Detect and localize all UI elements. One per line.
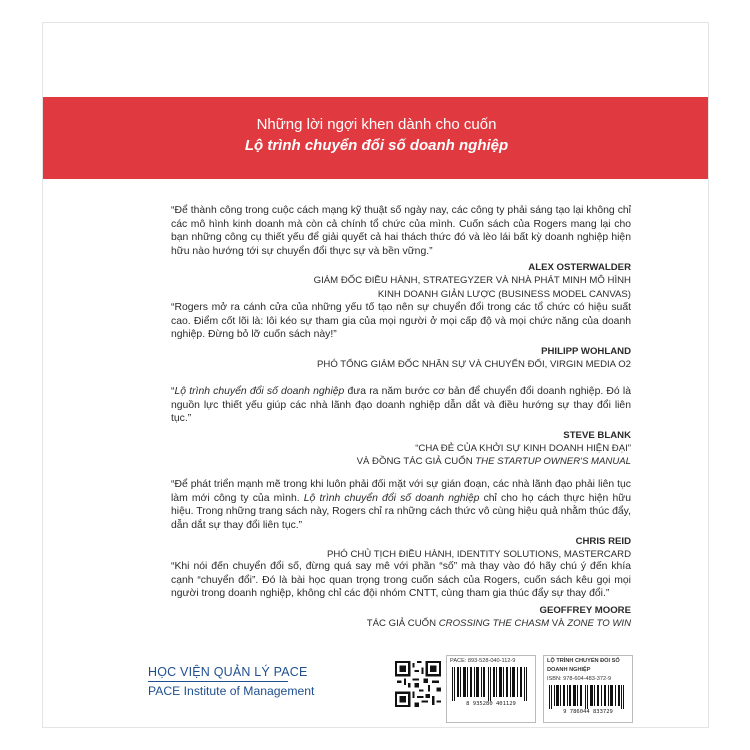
praise-banner <box>43 97 709 179</box>
quote-5-text: “Khi nói đến chuyển đổi số, đừng quá say mê với phần “số” mà thay vào đó hãy chú ý đến khía cạnh “chuyển đổi”. Đó là bài học quan trọng trong cuốn sách của Rogers, cuốn sách kêu gọi mọi người trong doanh nghiệp, không chỉ các đội nhóm CNTT, cùng tham gia thúc đẩy sự thay đổi.” <box>171 561 631 600</box>
quote-4-body-b: chỉ cho họ cách thực hiện hữu hiệu. Trong những trang sách này, Rogers chỉ ra những cách thức vô cùng hiệu quả nhằm thúc đẩy, dẫn dắt sự thay đổi liên tục.” <box>171 492 631 531</box>
isbn-box <box>543 655 633 723</box>
quote-2-text: “Rogers mở ra cánh cửa của những yếu tố tạo nên sự chuyển đổi trong các tổ chức có hiệu suất cao. Điểm cốt lõi là: lôi kéo sự tham gia của mọi người ở mọi cấp độ và mọi chức năng của doanh nghiệp. Đừng bỏ lỡ cuốn sách này!” <box>171 302 631 341</box>
isbn-book-title-2: DOANH NGHIỆP <box>547 667 591 673</box>
banner-book-title: Lộ trình chuyển đổi số doanh nghiệp <box>244 137 509 154</box>
quote-5-author: GEOFFREY MOORE <box>539 604 631 616</box>
quote-3 <box>171 385 631 468</box>
quote-3-author: STEVE BLANK <box>563 429 631 441</box>
quote-4-text <box>171 478 631 532</box>
quote-1-role-1: GIÁM ĐỐC ĐIỀU HÀNH, STRATEGYZER VÀ NHÀ PHÁT MINH MÔ HÌNH <box>313 275 631 287</box>
quote-1-role-2: KINH DOANH GIẢN LƯỢC (BUSINESS MODEL CANVAS) <box>377 288 631 300</box>
quote-5 <box>171 560 631 630</box>
quote-5-role-prefix: TÁC GIẢ CUỐN <box>366 617 439 629</box>
quote-3-role-2-title: THE STARTUP OWNER'S MANUAL <box>475 455 631 467</box>
quote-5-role-title-2: ZONE TO WIN <box>567 617 631 629</box>
quote-3-book-title: Lộ trình chuyển đổi số doanh nghiệp <box>174 386 345 397</box>
quote-5-role <box>171 617 631 630</box>
quote-5-role-mid: VÀ <box>549 617 568 629</box>
quote-4-author: CHRIS REID <box>575 536 631 548</box>
quote-4 <box>171 478 631 562</box>
quote-2 <box>171 301 631 371</box>
isbn-barcode-icon <box>547 685 629 709</box>
quote-3-body: đưa ra năm bước cơ bản để chuyển đổi doanh nghiệp. Đó là nguồn lực thiết yếu giúp các nhà lãnh đạo doanh nghiệp dẫn dắt và điều hướng sự thay đổi liên tục.” <box>171 386 631 425</box>
barcode-icon <box>450 667 532 701</box>
quote-1-author: ALEX OSTERWALDER <box>528 262 631 274</box>
quote-3-open: “ <box>171 386 175 397</box>
quote-5-role-title-1: CROSSING THE CHASM <box>438 617 550 629</box>
quote-4-role: PHÓ CHỦ TỊCH ĐIỀU HÀNH, IDENTITY SOLUTIONS, MASTERCARD <box>326 549 631 561</box>
quote-4-book-title: Lộ trình chuyển đổi số doanh nghiệp <box>303 492 480 504</box>
quote-4-body-a: “Để phát triển mạnh mẽ trong khi luôn phải đối mặt với sự gián đoạn, các nhà lãnh đạo phải liên tục làm mới công ty của mình. <box>171 479 631 504</box>
quote-3-text <box>171 385 631 426</box>
publisher-divider <box>148 681 288 682</box>
isbn-book-title-1: LỘ TRÌNH CHUYỂN ĐỔI SỐ <box>547 658 620 664</box>
quote-3-role-2-prefix: VÀ ĐỒNG TÁC GIẢ CUỐN <box>356 455 476 467</box>
quote-3-role-1: “CHA ĐẺ CỦA KHỞI SỰ KINH DOANH HIỆN ĐẠI” <box>415 442 631 454</box>
publisher-logo <box>148 665 314 698</box>
pace-code-label: PACE: 893-528-040-112-9 <box>450 658 516 664</box>
quote-1-text: “Để thành công trong cuộc cách mạng kỹ thuật số ngày nay, các công ty phải sáng tạo lại không chỉ các mô hình kinh doanh mà còn cả chính tổ chức của mình. Cuốn sách của Rogers mang lại cho bạn những công cụ thiết yếu để giải quyết cả hai thách thức đó và lèo lái bất kỳ doanh nghiệp hiện hữu nào hướng tới sự chuyển đổi thực sự và bền vững.” <box>171 205 631 257</box>
quote-2-role: PHÓ TỔNG GIÁM ĐỐC NHÂN SỰ VÀ CHUYỂN ĐỔI, VIRGIN MEDIA O2 <box>317 358 631 370</box>
quote-1 <box>171 204 631 301</box>
publisher-name-en: PACE Institute of Management <box>148 684 315 698</box>
pace-code-number: 8 935280 401129 <box>466 701 516 707</box>
qr-code-icon <box>395 661 441 707</box>
isbn-barcode-number: 9 786044 833729 <box>563 709 613 715</box>
isbn-number-label: ISBN: 978-604-483-372-9 <box>547 676 612 682</box>
quote-3-role-2 <box>171 455 631 468</box>
quote-2-author: PHILIPP WOHLAND <box>541 345 631 357</box>
back-cover <box>42 22 709 728</box>
pace-code-box <box>446 655 536 723</box>
banner-line-1: Những lời ngợi khen dành cho cuốn <box>256 116 497 133</box>
publisher-name-vi: HỌC VIỆN QUẢN LÝ PACE <box>148 665 308 679</box>
